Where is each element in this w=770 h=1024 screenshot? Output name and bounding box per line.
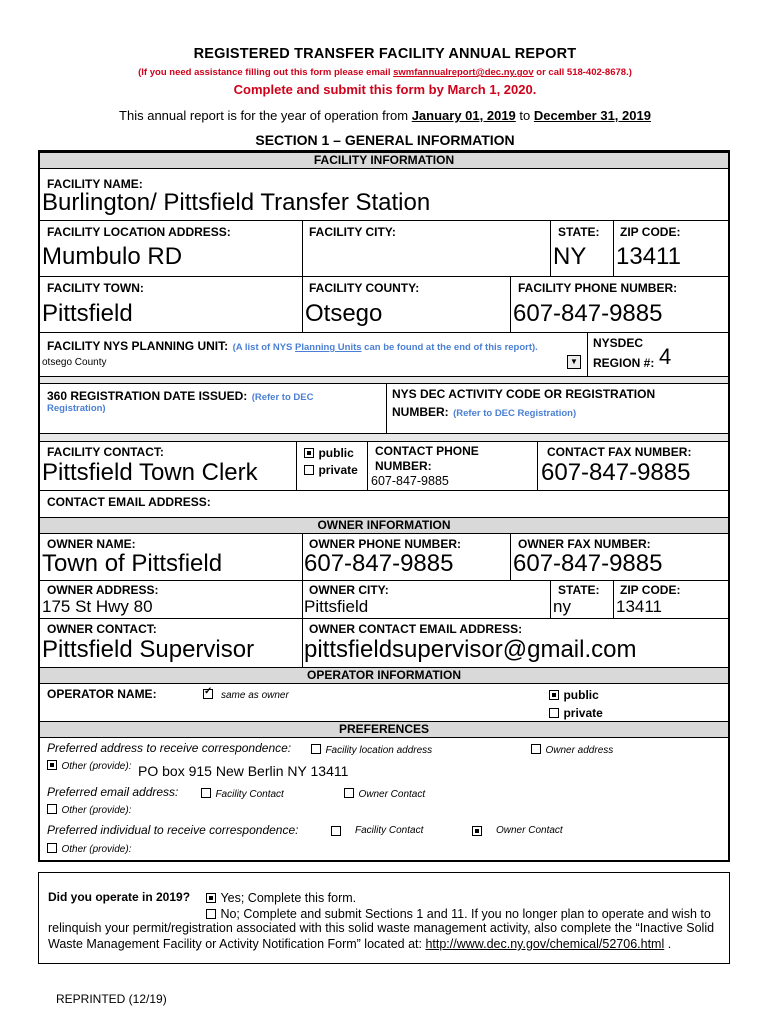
divider — [302, 534, 303, 580]
operator-band: OPERATOR INFORMATION — [40, 667, 728, 684]
divider — [40, 490, 728, 491]
pref-individual-owner-option[interactable] — [472, 822, 482, 840]
facility-address-field[interactable]: Mumbulo RD — [42, 243, 183, 270]
owner-name-label: OWNER NAME: — [47, 537, 136, 551]
option-label: Other (provide): — [61, 805, 132, 816]
divider — [302, 276, 303, 332]
hint-post: can be found at the end of this report). — [361, 342, 538, 353]
divider — [40, 618, 728, 619]
option-label: Owner Contact — [358, 789, 426, 800]
region-label-2: REGION #: — [593, 356, 655, 370]
owner-state-field[interactable]: ny — [553, 597, 571, 616]
facility-contact-field[interactable]: Pittsfield Town Clerk — [42, 459, 258, 486]
owner-contact-label: OWNER CONTACT: — [47, 622, 157, 636]
divider — [510, 276, 511, 332]
owner-address-field[interactable]: 175 St Hwy 80 — [42, 597, 153, 616]
checkbox-icon[interactable] — [311, 744, 321, 754]
facility-address-label: FACILITY LOCATION ADDRESS: — [47, 225, 231, 239]
owner-email-field[interactable]: pittsfieldsupervisor@gmail.com — [304, 636, 637, 663]
divider — [40, 332, 728, 333]
pref-individual-facility-label: Facility Contact — [355, 825, 424, 836]
reg-date-hint-2: Registration) — [47, 403, 106, 414]
contact-email-label: CONTACT EMAIL ADDRESS: — [47, 495, 211, 509]
contact-phone-label-2: NUMBER: — [375, 459, 432, 473]
facility-band: FACILITY INFORMATION — [40, 152, 728, 169]
year-end: December 31, 2019 — [533, 108, 651, 123]
operator-public-label: public — [563, 688, 599, 702]
private-checkbox[interactable] — [304, 465, 314, 475]
facility-state-label: STATE: — [558, 225, 600, 239]
divider — [537, 441, 538, 490]
checkbox-icon[interactable] — [47, 804, 57, 814]
inactive-form-link[interactable]: http://www.dec.ny.gov/chemical/52706.html — [425, 937, 665, 951]
operator-private-option[interactable] — [549, 704, 603, 722]
owner-fax-field[interactable]: 607-847-9885 — [513, 550, 663, 577]
same-as-owner-checkbox[interactable] — [203, 685, 213, 703]
checkbox-icon[interactable] — [47, 760, 57, 770]
divider — [367, 441, 368, 490]
contact-private-option[interactable] — [304, 461, 358, 479]
year-pre: This annual report is for the year of operation from — [119, 108, 412, 123]
year-mid: to — [515, 108, 534, 123]
owner-zip-field[interactable]: 13411 — [616, 597, 663, 616]
operator-public-option[interactable] — [549, 686, 599, 704]
operate-no-text-2: relinquish your permit/registration associated with this solid waste management activity, also complete the “Inactive Solid — [48, 921, 715, 935]
due-date-note: Complete and submit this form by March 1, 2020. — [233, 82, 537, 97]
divider — [587, 332, 588, 376]
owner-email-label: OWNER CONTACT EMAIL ADDRESS: — [309, 622, 523, 636]
checkbox-icon[interactable] — [206, 909, 216, 919]
pref-individual-facility-option[interactable] — [331, 822, 341, 840]
planning-unit-select[interactable]: otsego County — [42, 357, 107, 368]
operator-public-checkbox[interactable] — [549, 690, 559, 700]
preferences-band: PREFERENCES — [40, 721, 728, 738]
reg-date-label: 360 REGISTRATION DATE ISSUED: — [47, 389, 248, 403]
divider — [302, 618, 303, 668]
owner-phone-field[interactable]: 607-847-9885 — [304, 550, 454, 577]
year-start: January 01, 2019 — [411, 108, 516, 123]
facility-county-field[interactable]: Otsego — [305, 300, 383, 327]
owner-state-label: STATE: — [558, 583, 600, 597]
pref-email-question: Preferred email address: — [47, 785, 179, 799]
facility-name-field[interactable]: Burlington/ Pittsfield Transfer Station — [42, 189, 431, 216]
private-label: private — [318, 463, 358, 477]
region-field[interactable]: 4 — [659, 344, 672, 369]
planning-units-link[interactable]: Planning Units — [295, 342, 362, 353]
divider — [296, 441, 297, 490]
owner-address-label: OWNER ADDRESS: — [47, 583, 159, 597]
checkbox-icon[interactable] — [201, 788, 211, 798]
operator-private-checkbox[interactable] — [549, 708, 559, 718]
reg-date-hint-1: (Refer to DEC — [251, 392, 314, 403]
checkbox-icon[interactable] — [344, 788, 354, 798]
divider — [613, 580, 614, 618]
pref-individual-question: Preferred individual to receive correspondence: — [47, 823, 299, 837]
activity-code-hint: (Refer to DEC Registration) — [453, 408, 577, 419]
divider — [40, 220, 728, 221]
owner-band: OWNER INFORMATION — [40, 517, 728, 534]
divider — [40, 383, 728, 384]
operate-yes-label: Yes; Complete this form. — [220, 891, 357, 905]
operate-no-text-3 — [48, 937, 671, 951]
public-checkbox[interactable] — [304, 448, 314, 458]
facility-phone-label: FACILITY PHONE NUMBER: — [518, 281, 678, 295]
owner-contact-field[interactable]: Pittsfield Supervisor — [42, 636, 255, 663]
option-label: Facility location address — [325, 745, 433, 756]
pref-email-owner-option[interactable] — [344, 784, 425, 802]
divider — [302, 580, 303, 618]
owner-city-label: OWNER CITY: — [309, 583, 389, 597]
contact-fax-field[interactable]: 607-847-9885 — [541, 459, 691, 486]
facility-zip-field[interactable]: 13411 — [616, 243, 681, 270]
divider — [550, 220, 551, 276]
assistance-note — [0, 67, 770, 78]
owner-city-field[interactable]: Pittsfield — [304, 597, 369, 616]
assist-email-link[interactable]: swmfannualreport@dec.ny.gov — [393, 67, 534, 78]
pref-address-owner-option[interactable] — [531, 740, 613, 758]
divider — [613, 220, 614, 276]
option-label: Other (provide): — [61, 844, 132, 855]
no-3-post: . — [664, 937, 672, 951]
checkbox-icon[interactable] — [206, 893, 216, 903]
pref-email-facility-option[interactable] — [201, 784, 284, 802]
no-3-pre: Waste Management Facility or Activity Notification Form” located at: — [48, 937, 426, 951]
facility-state-field[interactable]: NY — [553, 243, 587, 270]
checkbox-icon[interactable] — [47, 843, 57, 853]
public-label: public — [318, 446, 354, 460]
facility-city-label: FACILITY CITY: — [309, 225, 396, 239]
facility-phone-field[interactable]: 607-847-9885 — [513, 300, 663, 327]
contact-public-option[interactable] — [304, 444, 354, 462]
planning-unit-row — [47, 337, 538, 355]
operator-private-label: private — [563, 706, 603, 720]
facility-name-label: FACILITY NAME: — [47, 177, 143, 191]
divider — [40, 276, 728, 277]
facility-county-label: FACILITY COUNTY: — [309, 281, 420, 295]
checkbox-icon[interactable] — [203, 689, 213, 699]
contact-phone-label-1: CONTACT PHONE — [375, 444, 479, 458]
report-year-line — [0, 108, 770, 123]
chevron-down-icon[interactable]: ▼ — [567, 355, 581, 369]
pref-other-address-field[interactable]: PO box 915 New Berlin NY 13411 — [138, 763, 349, 779]
option-label: Owner address — [545, 745, 614, 756]
facility-town-field[interactable]: Pittsfield — [42, 300, 133, 327]
activity-code-label-2: NUMBER: — [392, 405, 449, 419]
pref-address-facility-option[interactable] — [311, 740, 432, 758]
divider — [302, 220, 303, 276]
planning-unit-label: FACILITY NYS PLANNING UNIT: — [47, 339, 229, 353]
planning-unit-hint — [233, 342, 538, 353]
owner-fax-label: OWNER FAX NUMBER: — [518, 537, 651, 551]
operate-question: Did you operate in 2019? — [48, 890, 191, 904]
assist-pre: (If you need assistance filling out this form please email — [138, 67, 394, 78]
option-label: Other (provide): — [61, 761, 132, 772]
pref-individual-other-option[interactable] — [47, 839, 131, 857]
hint-pre: (A list of NYS — [232, 342, 296, 353]
owner-phone-label: OWNER PHONE NUMBER: — [309, 537, 461, 551]
divider — [40, 441, 728, 442]
activity-code-row — [392, 403, 576, 421]
facility-town-label: FACILITY TOWN: — [47, 281, 144, 295]
owner-name-field[interactable]: Town of Pittsfield — [42, 550, 223, 577]
facility-contact-label: FACILITY CONTACT: — [47, 445, 164, 459]
pref-individual-owner-label: Owner Contact — [496, 825, 563, 836]
reprinted-note: REPRINTED (12/19) — [56, 992, 167, 1006]
section-title: SECTION 1 – GENERAL INFORMATION — [255, 132, 515, 148]
divider — [550, 580, 551, 618]
divider — [40, 580, 728, 581]
option-label: Facility Contact — [215, 789, 284, 800]
pref-address-other-option[interactable] — [47, 756, 131, 774]
divider — [510, 534, 511, 580]
pref-address-question: Preferred address to receive correspondence: — [47, 741, 292, 755]
operate-no-label: No; Complete and submit Sections 1 and 11. If you no longer plan to operate and wish to — [220, 907, 711, 921]
contact-phone-field[interactable]: 607-847-9885 — [371, 474, 449, 488]
region-label-1: NYSDEC — [593, 336, 644, 350]
assist-post: or call 518-402-8678.) — [533, 67, 632, 78]
owner-zip-label: ZIP CODE: — [620, 583, 681, 597]
same-as-owner-label: same as owner — [221, 690, 289, 701]
spacer — [40, 434, 728, 441]
contact-fax-label: CONTACT FAX NUMBER: — [547, 445, 692, 459]
operator-name-label: OPERATOR NAME: — [47, 687, 157, 701]
checkbox-icon[interactable] — [331, 826, 341, 836]
divider — [386, 383, 387, 433]
activity-code-label-1: NYS DEC ACTIVITY CODE OR REGISTRATION — [392, 387, 656, 401]
checkbox-icon[interactable] — [472, 826, 482, 836]
facility-zip-label: ZIP CODE: — [620, 225, 681, 239]
pref-email-other-option[interactable] — [47, 800, 131, 818]
checkbox-icon[interactable] — [531, 744, 541, 754]
form-title: REGISTERED TRANSFER FACILITY ANNUAL REPORT — [193, 46, 577, 62]
